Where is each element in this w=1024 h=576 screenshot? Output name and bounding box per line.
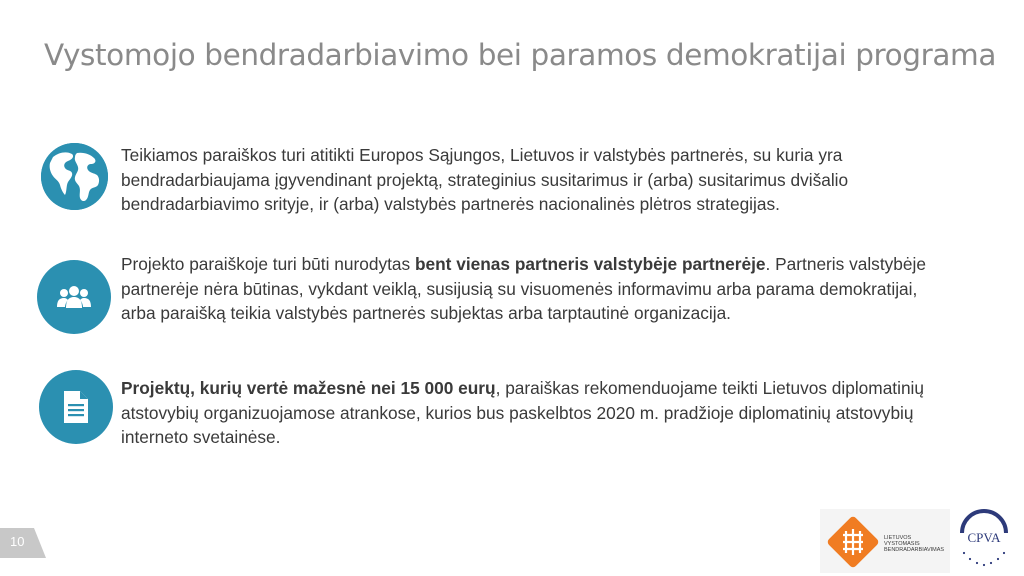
bullet-text-bold: Projektų, kurių vertė mažesnė nei 15 000 eurų [121, 378, 496, 398]
logo-text: LIETUVOS [884, 535, 912, 541]
page-number-text: 10 [10, 534, 25, 549]
bullet-text-bold: bent vienas partneris valstybėje partnerėje [414, 254, 766, 274]
bullet-text [121, 376, 941, 450]
document-icon [39, 370, 113, 444]
bullet-text-part: , paraiškas rekomenduojame teikti Lietuvos diplomatinių atstovybių organizuojamose atrankose, kurios bus paskelbtos 2020 m. pradžioje diplomatinių atstovybių interneto svetainėse. [121, 378, 925, 447]
bullet-text-part: . Partneris valstybėje partnerėje nėra būtinas, vykdant veiklą, susijusią su visuomenės informavimu arba parama demokratijai, arba paraišką teikia valstybės partnerės subjektas arba tarptautinė organizacija. [121, 254, 926, 323]
bullet-text [121, 252, 951, 326]
globe-icon [41, 143, 108, 210]
cpva-logo [954, 507, 1014, 573]
people-group-icon [37, 260, 111, 334]
logo-text: VYSTOMASIS [884, 541, 920, 547]
slide-title: Vystomojo bendradarbiavimo bei paramos demokratijai programa [44, 38, 997, 72]
page-number [0, 528, 44, 558]
cpva-text: CPVA [967, 530, 1001, 545]
bullet-text-part: Projekto paraiškoje turi būti nurodytas [121, 254, 415, 274]
lietuvos-vystomasis-logo [820, 509, 950, 573]
bullet-text: Teikiamos paraiškos turi atitikti Europos Sąjungos, Lietuvos ir valstybės partnerės, su kuria yra bendradarbiaujama įgyvendinant projektą, strateginius susitarimus ir (arba) susitarimus dvišalio bendradarbiavimo srityje, ir (arba) valstybės partnerės nacionalinės plėtros strategijas. [121, 145, 849, 214]
logo-text: BENDRADARBIAVIMAS [884, 547, 945, 553]
